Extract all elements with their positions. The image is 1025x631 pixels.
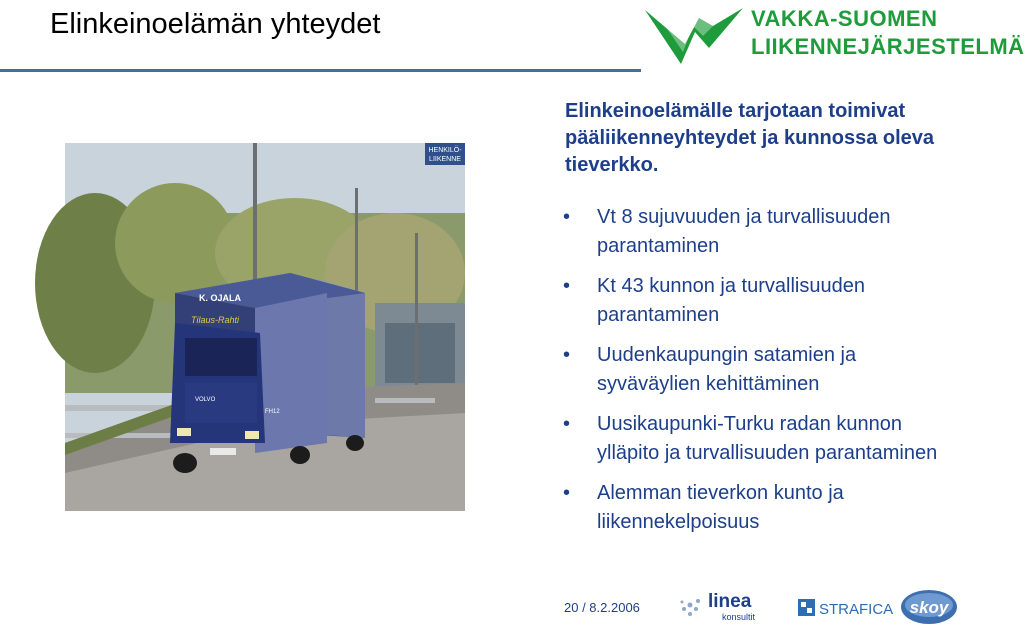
linea-sub: konsultit xyxy=(722,612,756,622)
bullet-glyph: • xyxy=(563,482,571,504)
bullet-item xyxy=(563,479,953,537)
bullet-item xyxy=(563,272,953,330)
strafica-text: STRAFICA xyxy=(819,601,894,618)
bullet-glyph: • xyxy=(563,275,571,297)
bullet-text: Uudenkaupungin satamien ja syväväylien kehittäminen xyxy=(597,344,857,395)
bullet-glyph: • xyxy=(563,344,571,366)
page-number: 20 / 8.2.2006 xyxy=(564,600,640,615)
slide-title: Elinkeinoelämän yhteydet xyxy=(50,8,381,40)
skoy-logo xyxy=(900,588,958,626)
bullet-text: Uusikaupunki-Turku radan kunnon ylläpito ja turvallisuuden parantaminen xyxy=(597,413,938,464)
logo-line1: VAKKA-SUOMEN xyxy=(751,6,938,31)
strafica-logo xyxy=(798,596,893,620)
sign-text-2: LIIKENNE xyxy=(429,156,461,163)
logo-line2: LIIKENNEJÄRJESTELMÄ xyxy=(751,34,1025,59)
bullet-text: Kt 43 kunnon ja turvallisuuden parantaminen xyxy=(597,275,865,326)
linea-logo xyxy=(678,587,790,625)
title-divider xyxy=(0,69,641,72)
bullet-text: Vt 8 sujuvuuden ja turvallisuuden parantaminen xyxy=(597,206,891,257)
cab-subtext: Tilaus-Rahti xyxy=(191,315,239,325)
bullet-item xyxy=(563,410,953,468)
linea-text: linea xyxy=(708,591,752,612)
swoosh-icon xyxy=(643,4,748,68)
bullet-text: Alemman tieverkon kunto ja liikennekelpoisuus xyxy=(597,482,844,533)
bullet-list xyxy=(563,203,953,548)
model-text: FH12 xyxy=(265,409,280,415)
sign-text-1: HENKILÖ- xyxy=(428,147,462,154)
grille-brand: VOLVO xyxy=(195,397,216,403)
skoy-text: skoy xyxy=(909,598,949,617)
bullet-item xyxy=(563,341,953,399)
bullet-item xyxy=(563,203,953,261)
bullet-glyph: • xyxy=(563,206,571,228)
truck-photo xyxy=(65,143,465,511)
cab-text: K. OJALA xyxy=(198,293,242,303)
vakka-suomen-logo xyxy=(643,4,1025,68)
bullet-glyph: • xyxy=(563,413,571,435)
lead-text: Elinkeinoelämälle tarjotaan toimivat pääliikenneyhteydet ja kunnossa oleva tieverkko. xyxy=(565,100,935,176)
